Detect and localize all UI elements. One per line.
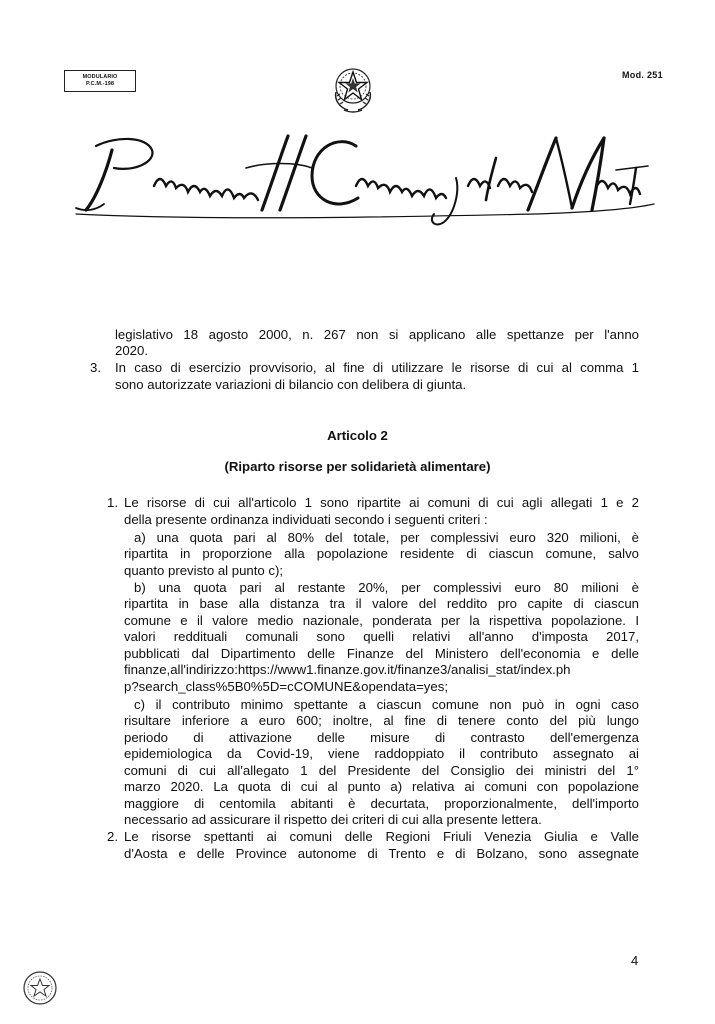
item1-c-line: c) il contributo minimo spettante a ciascun comune non può in ogni caso <box>134 697 639 712</box>
item1-b-line: ripartita in base alla distanza tra il valore del reddito pro capite di ciascun <box>124 596 639 611</box>
item1-b-line: pubblicati dal Dipartimento delle Finanze del Ministero dell'economia e delle <box>124 646 639 661</box>
continuation-line: legislativo 18 agosto 2000, n. 267 non si applicano alle spettanze per l'anno <box>115 327 639 342</box>
item1-b-line: p?search_class%5B0%5D=cCOMUNE&opendata=yes; <box>124 679 448 694</box>
article-subtitle: (Riparto risorse per solidarietà alimentare) <box>224 459 491 474</box>
item-number: 3. <box>90 360 101 375</box>
item1-c-line: epidemiologica da Covid-19, viene raddoppiato il contributo assegnato ai <box>124 746 639 761</box>
item1-b-line: finanze,all'indirizzo:https://www1.finanze.gov.it/finanze3/analisi_stat/index.ph <box>124 662 571 677</box>
letterhead-logo <box>56 128 656 228</box>
item1-c-line: comuni di cui all'allegato 1 del Presidente del Consiglio dei ministri del 1° <box>124 763 639 778</box>
item1-a-line: a) una quota pari al 80% del totale, per complessivi euro 320 milioni, è <box>134 530 639 545</box>
item1-c-line: necessario ad assicurare il rispetto dei criteri di cui alla presente lettera. <box>124 812 542 827</box>
item3-line: sono autorizzate variazioni di bilancio con delibera di giunta. <box>115 377 467 392</box>
item1-c-line: periodo di attivazione delle misure di contrasto dell'emergenza <box>124 730 639 745</box>
seal-stamp-icon <box>22 970 58 1006</box>
item2-line: Le risorse spettanti ai comuni delle Regioni Friuli Venezia Giulia e Valle <box>124 829 639 844</box>
form-code-line1: MODULARIO <box>82 74 118 80</box>
item1-c-line: marzo 2020. La quota di cui al punto a) relativa ai comuni con popolazione <box>124 779 639 794</box>
item1-a-line: quanto previsto al punto c); <box>124 563 284 578</box>
item1-c-line: risultare inferiore a euro 600; inoltre, al fine di tenere conto del più lungo <box>124 713 639 728</box>
continuation-line: 2020. <box>115 343 149 358</box>
item-number: 2. <box>107 829 118 844</box>
item2-line: d'Aosta e delle Province autonome di Trento e di Bolzano, sono assegnate <box>124 846 639 861</box>
item1-line: Le risorse di cui all'articolo 1 sono ripartite ai comuni di cui agli allegati 1 e 2 <box>124 495 639 510</box>
item-number: 1. <box>107 495 118 510</box>
item3-line: In caso di esercizio provvisorio, al fine di utilizzare le risorse di cui al comma 1 <box>115 360 639 375</box>
page-number: 4 <box>631 953 639 968</box>
item1-b-line: comune e il valore medio nazionale, ponderata per la rispettiva popolazione. I <box>124 613 639 628</box>
item1-b-line: b) una quota pari al restante 20%, per complessivi euro 80 milioni è <box>134 580 639 595</box>
form-code-box <box>64 70 136 92</box>
item1-b-line: valori reddituali comunali sono quelli relativi all'anno d'imposta 2017, <box>124 629 639 644</box>
model-code: Mod. 251 <box>622 70 663 80</box>
item1-a-line: ripartita in proporzione alla popolazione residente di ciascun comune, salvo <box>124 546 639 561</box>
item1-c-line: maggiore di centomila abitanti è decurtata, proporzionalmente, dell'importo <box>124 796 639 811</box>
article-title: Articolo 2 <box>327 428 388 443</box>
item1-line: della presente ordinanza individuati secondo i seguenti criteri : <box>124 512 488 527</box>
form-code-line2: P.C.M.-198 <box>85 81 115 87</box>
italian-republic-emblem-icon <box>330 62 376 114</box>
